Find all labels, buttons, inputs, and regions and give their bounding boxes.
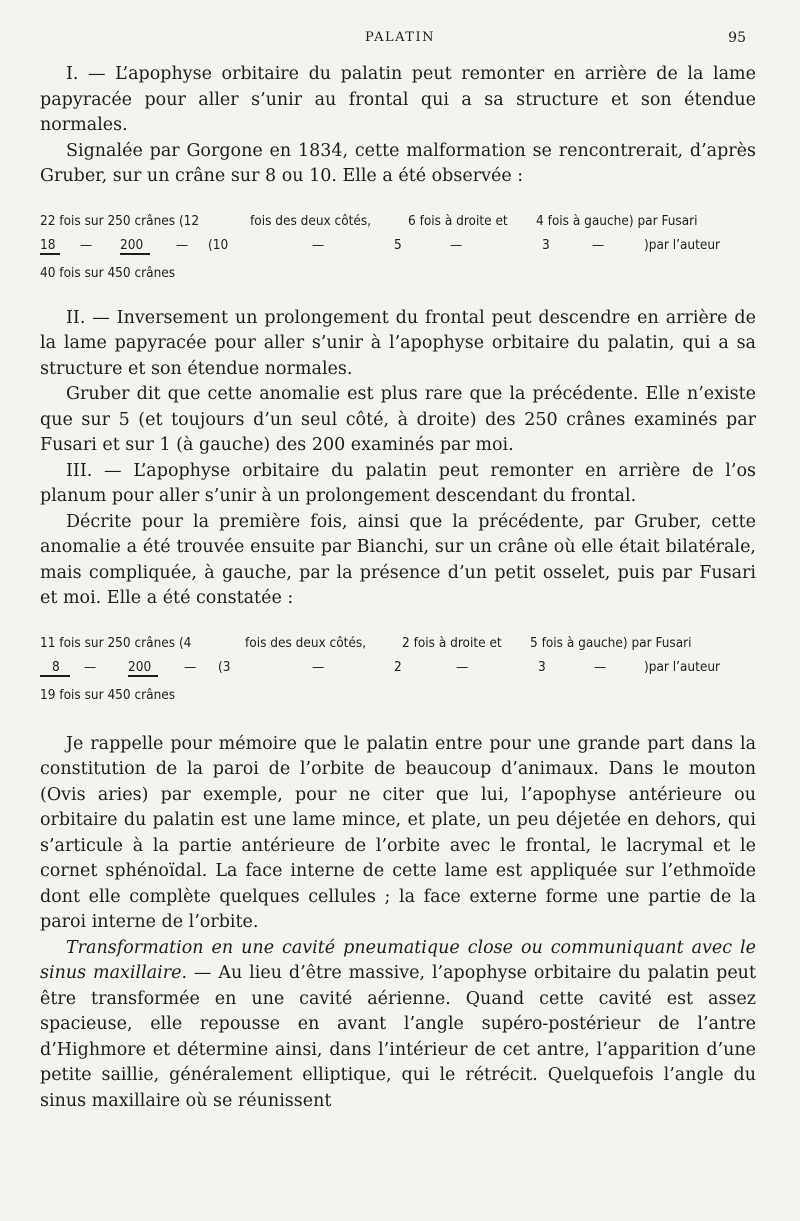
statistics-table-1 [40,210,756,282]
sum-underline [40,253,60,255]
cell-right: 2 [394,658,402,675]
paragraph-gruber: Gruber dit que cette anomalie est plus rare que la précédente. Elle n’existe que sur 5 (et toujours d’un seul côté, à droite) des 250 crânes examinés par Fusari et sur 1 (à gauche) des 200 examinés par moi. [40,384,756,455]
cell-base: 200 [120,236,144,253]
cell-left: 3 [542,236,550,253]
cell-dash: — [176,236,189,253]
cell-base: 200 [128,658,152,675]
paragraph-decrite: Décrite pour la première fois, ainsi que la précédente, par Gruber, cette anomalie a été trouvée ensuite par Bianchi, sur un crâne où elle était bilatérale, mais compliquée, à gauche, par la présence d’un petit osselet, puis par Fusari et moi. Elle a été constatée : [40,511,756,608]
page-body [40,62,756,1114]
cell-right: 2 fois à droite et [402,634,502,651]
cell-dash: — [80,236,93,253]
cell-by: )par l’auteur [644,658,721,675]
table-row-fusari [40,210,756,234]
sum-underline [128,675,158,677]
table-row-fusari [40,632,756,656]
cell-left: 5 fois à gauche) par Fusari [530,634,692,651]
paragraph-gorgone: Signalée par Gorgone en 1834, cette malformation se rencontrerait, d’après Gruber, sur un crâne sur 8 ou 10. Elle a été observée : [40,140,756,186]
sum-underline [120,253,150,255]
cell-count: 22 fois sur 250 crânes (12 [40,212,200,229]
section-heading: Transformation en une cavité pneumatique close ou communiquant avec le sinus maxillaire. [40,937,756,983]
cell-open: (3 [218,658,231,675]
paragraph-I: I. — L’apophyse orbitaire du palatin peut remonter en arrière de la lame papyracée pour aller s’unir au frontal qui a sa structure et son étendue normales. [40,64,756,135]
cell-both-sides: fois des deux côtés, [245,634,367,651]
cell-by: )par l’auteur [644,236,721,253]
table-total [40,680,756,704]
sum-underline [40,675,70,677]
paragraph-III: III. — L’apophyse orbitaire du palatin peut remonter en arrière de l’os planum pour aller s’unir à un prolongement descendant du frontal. [40,460,756,506]
cell-dash: — [456,658,469,675]
cell-count: 11 fois sur 250 crânes (4 [40,634,192,651]
cell-dash: — [592,236,605,253]
paragraph-mouton: Je rappelle pour mémoire que le palatin entre pour une grande part dans la constitution de la paroi de l’orbite de beaucoup d’animaux. Dans le mouton (Ovis aries) par exemple, pour ne citer que lui, l’apophyse antérieure ou orbitaire du palatin est une lame mince, et plate, un peu déjetée en dehors, qui s’articule à la partie antérieure de l’orbite avec le frontal, le lacrymal et le cornet sphénoïdal. La face interne de cette lame est appliquée sur l’ethmoïde dont elle complète quelques cellules ; la face externe forme une partie de la paroi interne de l’orbite. [40,733,756,932]
cell-dash: — [312,658,325,675]
statistics-table-2 [40,632,756,704]
cell-dash: — [450,236,463,253]
cell-total: 19 fois sur 450 crânes [40,686,176,703]
cell-open: (10 [208,236,229,253]
table-row-auteur [40,656,756,680]
cell-left: 3 [538,658,546,675]
cell-right: 5 [394,236,402,253]
cell-right: 6 fois à droite et [408,212,508,229]
running-title: PALATIN [365,30,435,45]
cell-count: 18 [40,236,56,253]
cell-left: 4 fois à gauche) par Fusari [536,212,698,229]
table-total [40,258,756,282]
cell-dash: — [84,658,97,675]
cell-dash: — [184,658,197,675]
cell-count: 8 [52,658,60,675]
paragraph-transformation [40,936,756,1115]
cell-dash: — [594,658,607,675]
table-row-auteur [40,234,756,258]
cell-both-sides: fois des deux côtés, [250,212,372,229]
paragraph-II: II. — Inversement un prolongement du frontal peut descendre en arrière de la lame papyracée pour aller s’unir à l’apophyse orbitaire du palatin, qui a sa structure et son étendue normales. [40,307,756,379]
page-number: 95 [728,30,746,46]
paragraph-text: — Au lieu d’être massive, l’apophyse orbitaire du palatin peut être transformée en une cavité aérienne. Quand cette cavité est assez spacieuse, elle repousse en avant l’angle supéro-postérieur de l’antre d’Highmore et détermine ainsi, dans l’intérieur de cet antre, l’apparition d’une petite saillie, généralement elliptique, qui le rétrécit. Quelquefois l’angle du sinus maxillaire où se réunissent [40,963,756,1111]
cell-total: 40 fois sur 450 crânes [40,264,176,281]
cell-dash: — [312,236,325,253]
